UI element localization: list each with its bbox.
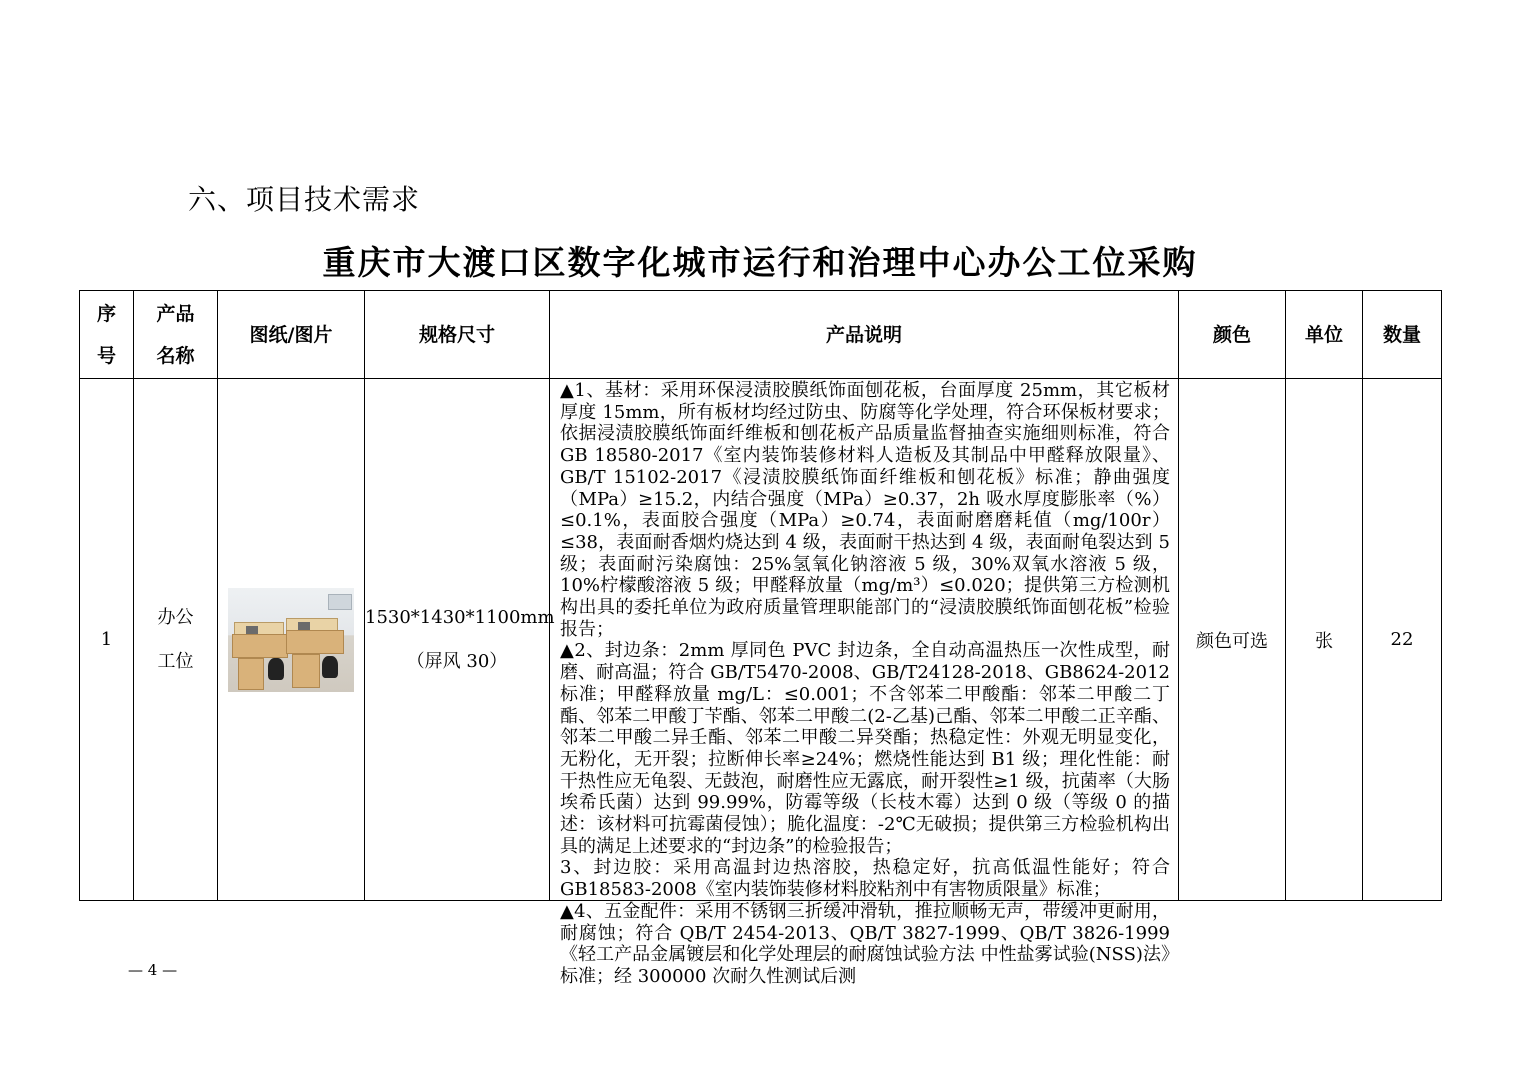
header-product-name: 产品 名称 xyxy=(134,291,218,379)
description-paragraph: 3、封边胶：采用高温封边热溶胶，热稳定好，抗高低温性能好；符合 GB18583-2008《室内装饰装修材料胶粘剂中有害物质限量》标准； xyxy=(560,857,1170,901)
table-row xyxy=(80,379,1442,901)
procurement-table xyxy=(79,290,1442,987)
description-paragraph: ▲4、五金配件：采用不锈钢三折缓冲滑轨，推拉顺畅无声，带缓冲更耐用，耐腐蚀；符合 QB/T 2454-2013、QB/T 3827-1999、QB/T 3826-1999 《轻工产品金属镀层和化学处理层的耐腐蚀试验方法 中性盐雾试验(NSS)法》标准；经 300000 次耐久性测试后测 xyxy=(560,900,1170,987)
description-paragraph: ▲1、基材：采用环保浸渍胶膜纸饰面刨花板，台面厚度 25mm，其它板材厚度 15mm，所有板材均经过防虫、防腐等化学处理，符合环保板材要求；依据浸渍胶膜纸饰面纤维板和刨花板产品质量监督抽查实施细则标准，符合 GB 18580-2017《室内装饰装修材料人造板及其制品中甲醛释放限量》、GB/T 15102-2017《浸渍胶膜纸饰面纤维板和刨花板》标准；静曲强度（MPa）≥15.2，内结合强度（MPa）≥0.37，2h 吸水厚度膨胀率（%）≤0.1%，表面胶合强度（MPa）≥0.74，表面耐磨磨耗值（mg/100r）≤38，表面耐香烟灼烧达到 4 级，表面耐干热达到 4 级，表面耐龟裂达到 5 级；表面耐污染腐蚀：25%氢氧化钠溶液 5 级，30%双氧水溶液 5 级，10%柠檬酸溶液 5 级；甲醛释放量（mg/m³）≤0.020；提供第三方检测机构出具的委托单位为政府质量管理职能部门的“浸渍胶膜纸饰面刨花板”检验报告； xyxy=(560,380,1170,640)
table-header-row xyxy=(80,291,1442,379)
header-quantity: 数量 xyxy=(1363,291,1442,379)
header-description: 产品说明 xyxy=(550,291,1179,379)
header-color: 颜色 xyxy=(1179,291,1286,379)
header-seq: 序 号 xyxy=(80,291,134,379)
office-workstation-photo xyxy=(228,588,354,692)
cell-product-name: 办公 工位 xyxy=(134,379,218,901)
cell-image xyxy=(218,379,365,901)
document-title: 重庆市大渡口区数字化城市运行和治理中心办公工位采购 xyxy=(322,243,1198,282)
cell-spec: 1530*1430*1100mm （屏风 30） xyxy=(365,379,550,901)
header-spec: 规格尺寸 xyxy=(365,291,550,379)
cell-quantity: 22 xyxy=(1363,379,1442,901)
page-number: — 4 — xyxy=(128,961,178,979)
cell-color: 颜色可选 xyxy=(1179,379,1286,901)
section-heading: 六、项目技术需求 xyxy=(188,183,421,216)
cell-seq: 1 xyxy=(80,379,134,901)
header-image: 图纸/图片 xyxy=(218,291,365,379)
header-unit: 单位 xyxy=(1286,291,1363,379)
cell-unit: 张 xyxy=(1286,379,1363,901)
cell-description xyxy=(550,379,1179,987)
description-paragraph: ▲2、封边条：2mm 厚同色 PVC 封边条，全自动高温热压一次性成型，耐磨、耐高温；符合 GB/T5470-2008、GB/T24128-2018、GB8624-2012 标准；甲醛释放量 mg/L：≤0.001；不含邻苯二甲酸酯：邻苯二甲酸二丁酯、邻苯二甲酸丁苄酯、邻苯二甲酸二(2-乙基)己酯、邻苯二甲酸二正辛酯、邻苯二甲酸二异壬酯、邻苯二甲酸二异癸酯；热稳定性：外观无明显变化，无粉化，无开裂；拉断伸长率≥24%；燃烧性能达到 B1 级；理化性能：耐干热性应无龟裂、无鼓泡，耐磨性应无露底，耐开裂性≥1 级，抗菌率（大肠埃希氏菌）达到 99.99%，防霉等级（长枝木霉）达到 0 级（等级 0 的描述：该材料可抗霉菌侵蚀）；脆化温度：-2℃无破损；提供第三方检验机构出具的满足上述要求的“封边条”的检验报告； xyxy=(560,640,1170,857)
